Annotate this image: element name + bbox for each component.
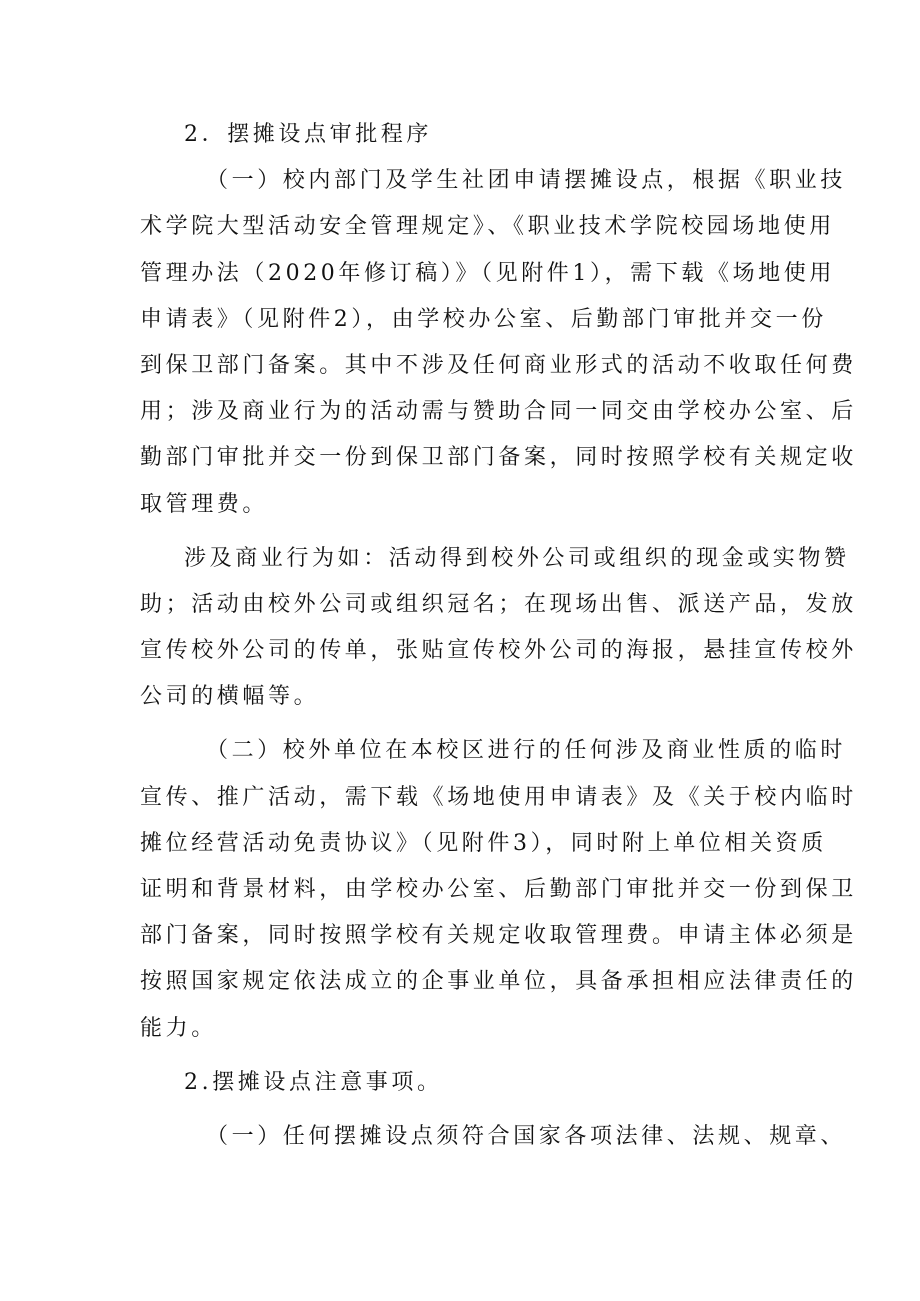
paragraph-line: （一）校内部门及学生社团申请摆摊设点，根据《职业技 [206,168,847,194]
paragraph-line: 申请表》（见附件2），由学校办公室、后勤部门审批并交一份 [140,306,827,332]
paragraph-line: 用；涉及商业行为的活动需与赞助合同一同交由学校办公室、后 [140,399,857,425]
paragraph-line: 能力。 [140,1015,217,1041]
paragraph-line: 摊位经营活动免责协议》（见附件3），同时附上单位相关资质 [140,830,827,856]
paragraph-line: 部门备案，同时按照学校有关规定收取管理费。申请主体必须是 [140,923,857,949]
paragraph-line: 涉及商业行为如：活动得到校外公司或组织的现金或实物赞 [184,545,850,571]
paragraph-line: 取管理费。 [140,491,269,517]
paragraph-line: 按照国家规定依法成立的企事业单位，具备承担相应法律责任的 [140,969,857,995]
section-heading-notes: 2.摆摊设点注意事项。 [184,1069,443,1095]
paragraph-line: 到保卫部门备案。其中不涉及任何商业形式的活动不收取任何费 [140,352,857,378]
paragraph-line: 宣传校外公司的传单，张贴宣传校外公司的海报，悬挂宣传校外 [140,638,857,664]
paragraph-line: 助；活动由校外公司或组织冠名；在现场出售、派送产品，发放 [140,591,857,617]
paragraph-line: 术学院大型活动安全管理规定》、《职业技术学院校园场地使用 [140,214,835,240]
section-heading-approval: 2．摆摊设点审批程序 [184,122,432,147]
paragraph-line: （一）任何摆摊设点须符合国家各项法律、法规、规章、 [206,1123,847,1149]
paragraph-line: 证明和背景材料，由学校办公室、后勤部门审批并交一份到保卫 [140,877,857,902]
paragraph-line: 公司的横幅等。 [140,684,320,710]
paragraph-line: 勤部门审批并交一份到保卫部门备案，同时按照学校有关规定收 [140,445,857,471]
paragraph-line: 管理办法（2020年修订稿）》（见附件1），需下载《场地使用 [140,260,835,286]
document-page [140,112,857,1160]
paragraph-line: （二）校外单位在本校区进行的任何涉及商业性质的临时 [206,738,847,764]
paragraph-line: 宣传、推广活动，需下载《场地使用申请表》及《关于校内临时 [140,784,857,810]
